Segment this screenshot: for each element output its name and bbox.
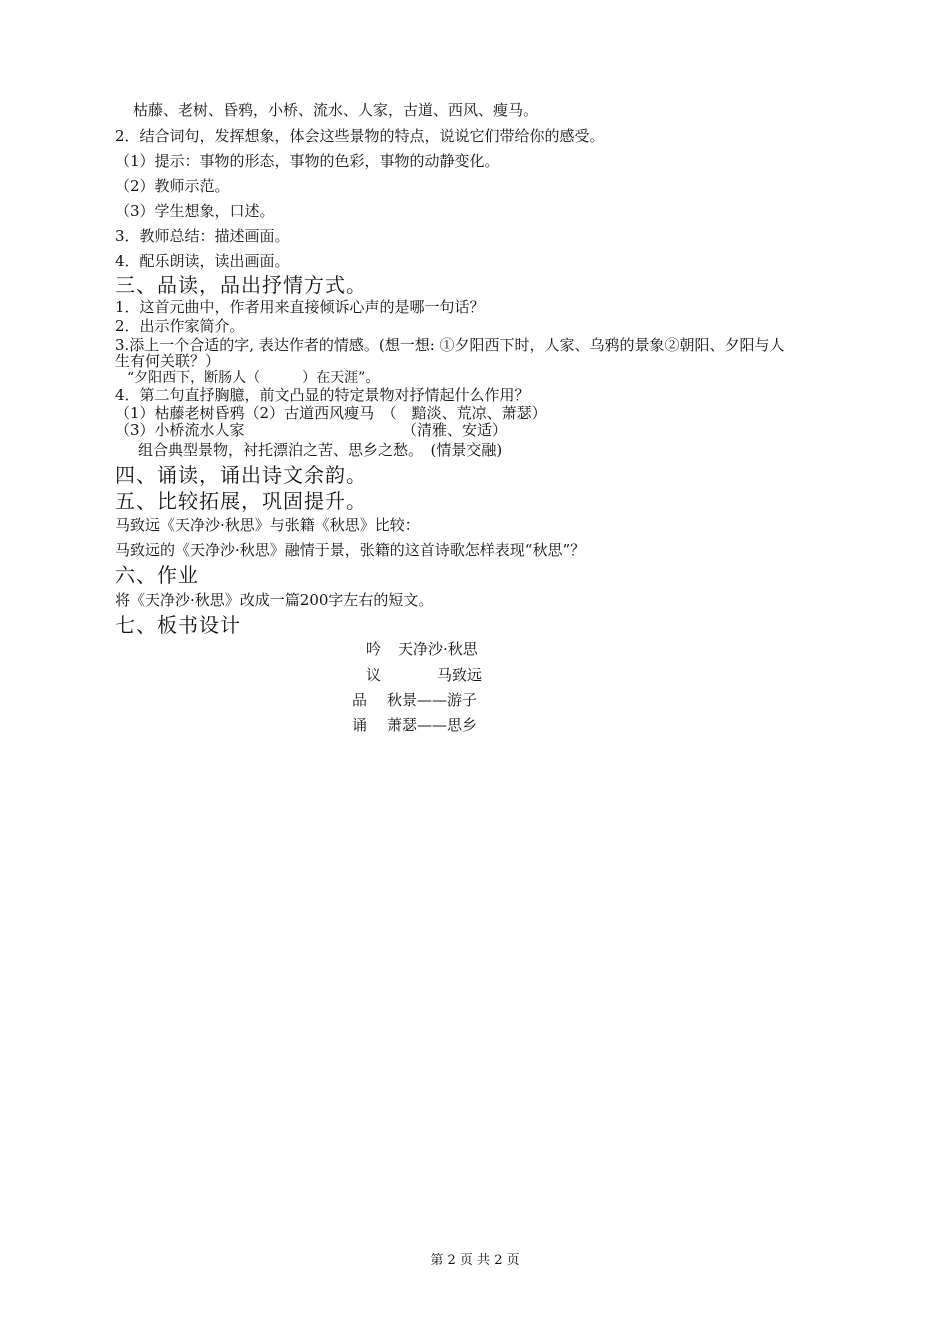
section-4-heading: 四、诵读，诵出诗文余韵。 <box>115 463 367 487</box>
section-3-q4: 4．第二句直抒胸臆，前文凸显的特定景物对抒情起什么作用？ <box>115 386 530 404</box>
imagery-list: 枯藤、老树、昏鸦，小桥、流水、人家，古道、西风、瘦马。 <box>133 101 539 119</box>
board-key: 诵 <box>352 716 368 734</box>
section-5-heading: 五、比较拓展，巩固提升。 <box>115 489 367 513</box>
section-5-line2: 马致远的《天净沙·秋思》融情于景，张籍的这首诗歌怎样表现“秋思”？ <box>115 541 586 559</box>
section-3-quote: “夕阳西下，断肠人（ ）在天涯”。 <box>127 370 380 386</box>
step-2-student: （3）学生想象，口述。 <box>115 202 275 220</box>
step-3: 3．教师总结：描述画面。 <box>115 227 290 245</box>
section-3-q4-b: （3）小桥流水人家 （清雅、安适） <box>115 421 508 439</box>
page-footer: 第 2 页 共 2 页 <box>430 1253 520 1268</box>
board-text: 马致远 <box>437 666 483 684</box>
board-key: 议 <box>366 666 382 684</box>
section-3-q4-a: （1）枯藤老树昏鸦（2）古道西风瘦马 （ 黯淡、荒凉、萧瑟） <box>115 404 547 422</box>
section-3-q3-cont: 生有何关联？） <box>115 352 221 370</box>
section-3-q3: 3.添上一个合适的字, 表达作者的情感。(想一想: ①夕阳西下时，人家、乌鸦的景象②朝阳、夕阳与人 <box>115 336 785 354</box>
section-6-line1: 将《天净沙·秋思》改成一篇200字左右的短文。 <box>115 591 434 609</box>
section-7-heading: 七、板书设计 <box>115 613 241 637</box>
board-text: 秋景——游子 <box>387 691 478 709</box>
section-5-line1: 马致远《天净沙·秋思》与张籍《秋思》比较： <box>115 516 420 534</box>
board-key: 品 <box>352 691 368 709</box>
board-text: 萧瑟——思乡 <box>387 716 478 734</box>
section-3-heading: 三、品读，品出抒情方式。 <box>115 273 367 297</box>
section-3-q2: 2．出示作家简介。 <box>115 317 245 335</box>
step-2: 2．结合词句，发挥想象，体会这些景物的特点，说说它们带给你的感受。 <box>115 127 605 145</box>
board-key: 吟 <box>366 640 382 658</box>
section-3-q1: 1．这首元曲中，作者用来直接倾诉心声的是哪一句话？ <box>115 298 485 316</box>
section-3-q4-c: 组合典型景物，衬托漂泊之苦、思乡之愁。 (情景交融) <box>138 441 503 459</box>
board-text: 天净沙·秋思 <box>398 640 478 658</box>
section-6-heading: 六、作业 <box>115 563 199 587</box>
step-2-hint: （1）提示：事物的形态，事物的色彩，事物的动静变化。 <box>115 152 500 170</box>
step-4: 4．配乐朗读，读出画面。 <box>115 252 290 270</box>
step-2-demo: （2）教师示范。 <box>115 177 230 195</box>
